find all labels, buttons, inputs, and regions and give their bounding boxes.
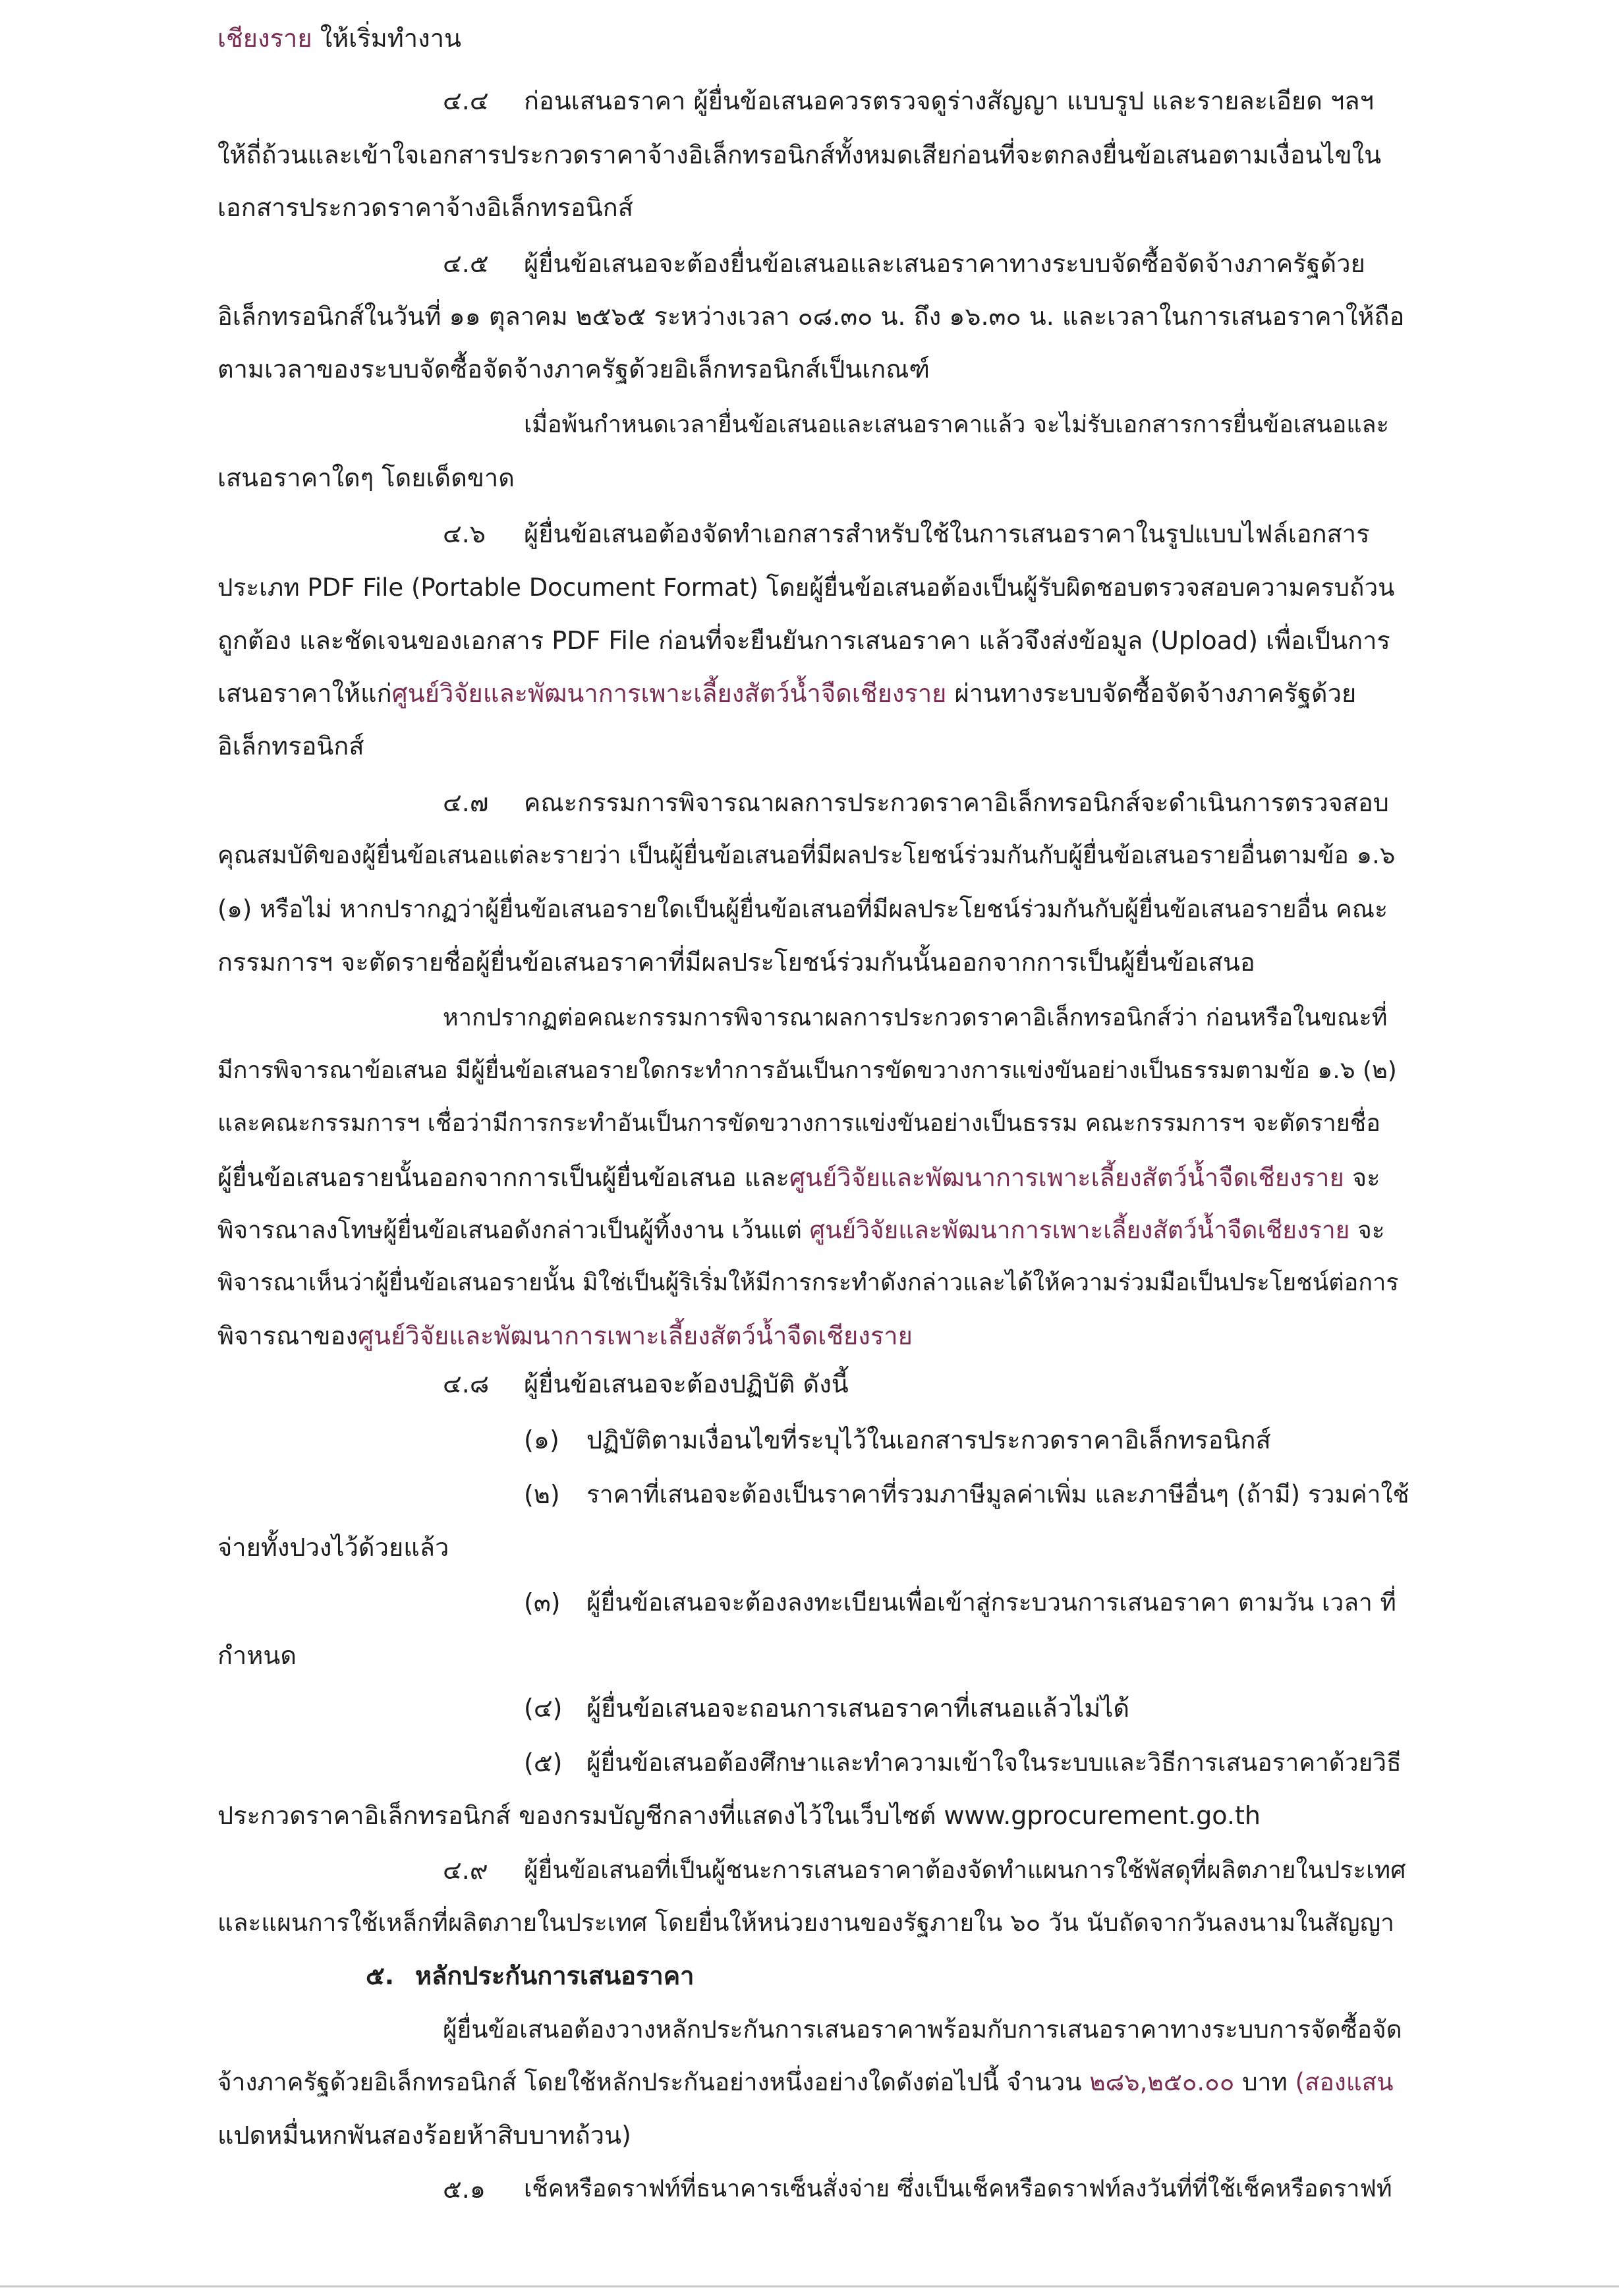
clause-4-7-line-4: กรรมการฯ จะตัดรายชื่อผู้ยื่นข้อเสนอราคาที่มีผลประโยชน์ร่วมกันนั้นออกจากการเป็นผู้ยื่นข้อเสนอ [217,948,1255,977]
clause-4-6-line-5: อิเล็กทรอนิกส์ [217,732,364,761]
section-5-line-3: แปดหมื่นหกพันสองร้อยห้าสิบบาทถ้วน) [217,2121,631,2150]
clause-4-6-line-3: ถูกต้อง และชัดเจนของเอกสาร PDF File ก่อนที่จะยืนยันการเสนอราคา แล้วจึงส่งข้อมูล (Upload) เพื่อเป็นการ [217,626,1390,655]
clause-4-7-line-1: คณะกรรมการพิจารณาผลการประกวดราคาอิเล็กทรอนิกส์จะดำเนินการตรวจสอบ [524,788,1389,817]
highlight-text: ศูนย์วิจัยและพัฒนาการเพาะเลี้ยงสัตว์น้ำจืดเชียงราย [358,1321,913,1350]
item-5-text: ผู้ยื่นข้อเสนอต้องศึกษาและทำความเข้าใจในระบบและวิธีการเสนอราคาด้วยวิธี [586,1748,1402,1777]
page-bottom-rule [0,2285,1619,2287]
section-5-line-1: ผู้ยื่นข้อเสนอต้องวางหลักประกันการเสนอราคาพร้อมกับการเสนอราคาทางระบบการจัดซื้อจัด [443,2015,1402,2044]
clause-4-9-line-2: และแผนการใช้เหล็กที่ผลิตภายในประเทศ โดยยื่นให้หน่วยงานของรัฐภายใน ๖๐ วัน นับถัดจากวันลงนามในสัญญา [217,1909,1394,1937]
clause-4-5-line-1: ผู้ยื่นข้อเสนอจะต้องยื่นข้อเสนอและเสนอราคาทางระบบจัดซื้อจัดจ้างภาครัฐด้วย [524,249,1365,278]
clause-4-7-line-2: คุณสมบัติของผู้ยื่นข้อเสนอแต่ละรายว่า เป็นผู้ยื่นข้อเสนอที่มีผลประโยชน์ร่วมกันกับผู้ยื่นข้อเสนอรายอื่นตามข้อ ๑.๖ [217,841,1396,869]
amount-value: ๒๘๖,๒๕๐.๐๐ [1089,2068,1235,2096]
section-number-5: ๕. [366,1961,395,1990]
clause-5-1-line-1: เช็คหรือดราฟท์ที่ธนาคารเซ็นสั่งจ่าย ซึ่งเป็นเช็คหรือดราฟท์ลงวันที่ที่ใช้เช็คหรือดราฟท์ [524,2175,1392,2202]
clause-4-7-line-6: มีการพิจารณาข้อเสนอ มีผู้ยื่นข้อเสนอรายใดกระทำการอันเป็นการขัดขวางการแข่งขันอย่างเป็นธรรมตามข้อ ๑.๖ (๒) [217,1057,1397,1084]
clause-4-7-line-3: (๑) หรือไม่ หากปรากฏว่าผู้ยื่นข้อเสนอรายใดเป็นผู้ยื่นข้อเสนอที่มีผลประโยชน์ร่วมกันกับผู้ยื่นข้อเสนอรายอื่น คณะ [217,895,1388,923]
body-text: ให้เริ่มทำงาน [312,24,462,53]
body-text: จะ [1349,1216,1385,1244]
highlight-text: (สองแสน [1295,2068,1394,2096]
clause-number-4-9: ๔.๙ [443,1856,488,1885]
clause-4-7-line-9 [217,1211,1385,1250]
clause-4-7-line-8 [217,1158,1380,1197]
body-text: เสนอราคาให้แก่ [217,679,392,708]
clause-4-5-line-4: เมื่อพ้นกำหนดเวลายื่นข้อเสนอและเสนอราคาแล้ว จะไม่รับเอกสารการยื่นข้อเสนอและ [524,411,1389,438]
clause-number-5-1: ๕.๑ [443,2175,486,2204]
section-5-heading: หลักประกันการเสนอราคา [415,1961,695,1990]
body-text: พิจารณาของ [217,1321,358,1350]
item-2-text: ราคาที่เสนอจะต้องเป็นราคาที่รวมภาษีมูลค่าเพิ่ม และภาษีอื่นๆ (ถ้ามี) รวมค่าใช้ [586,1480,1409,1508]
clause-4-6-line-1: ผู้ยื่นข้อเสนอต้องจัดทำเอกสารสำหรับใช้ในการเสนอราคาในรูปแบบไฟล์เอกสาร [524,519,1370,548]
body-text: บาท [1234,2068,1295,2096]
clause-4-5-line-2: อิเล็กทรอนิกส์ในวันที่ ๑๑ ตุลาคม ๒๕๖๕ ระหว่างเวลา ๐๘.๓๐ น. ถึง ๑๖.๓๐ น. และเวลาในการเสนอราคาให้ถือ [217,302,1405,331]
item-number-4: (๔) [524,1694,563,1723]
intro-line [217,18,461,58]
body-text: จะ [1344,1163,1380,1192]
item-number-5: (๕) [524,1748,563,1777]
clause-number-4-6: ๔.๖ [443,519,486,548]
body-text: พิจารณาลงโทษผู้ยื่นข้อเสนอดังกล่าวเป็นผู้ทิ้งงาน เว้นแต่ [217,1216,810,1244]
clause-4-7-line-7: และคณะกรรมการฯ เชื่อว่ามีการกระทำอันเป็นการขัดขวางการแข่งขันอย่างเป็นธรรม คณะกรรมการฯ จะตัดรายชื่อ [217,1110,1380,1137]
body-text: ผู้ยื่นข้อเสนอรายนั้นออกจากการเป็นผู้ยื่นข้อเสนอ และ [217,1163,789,1192]
item-number-3: (๓) [524,1588,561,1617]
clause-number-4-7: ๔.๗ [443,788,489,817]
highlight-text: ศูนย์วิจัยและพัฒนาการเพาะเลี้ยงสัตว์น้ำจืดเชียงราย [809,1216,1350,1244]
clause-4-5-line-3: ตามเวลาของระบบจัดซื้อจัดจ้างภาครัฐด้วยอิเล็กทรอนิกส์เป็นเกณฑ์ [217,355,930,384]
clause-4-5-line-5: เสนอราคาใดๆ โดยเด็ดขาด [217,463,515,492]
item-1-text: ปฏิบัติตามเงื่อนไขที่ระบุไว้ในเอกสารประกวดราคาอิเล็กทรอนิกส์ [586,1425,1271,1454]
highlight-text: เชียงราย [217,24,312,53]
clause-4-4-line-3: เอกสารประกวดราคาจ้างอิเล็กทรอนิกส์ [217,193,633,222]
clause-4-8-line-1: ผู้ยื่นข้อเสนอจะต้องปฏิบัติ ดังนี้ [524,1369,849,1398]
highlight-text: ศูนย์วิจัยและพัฒนาการเพาะเลี้ยงสัตว์น้ำจืดเชียงราย [391,679,947,708]
clause-4-7-line-10: พิจารณาเห็นว่าผู้ยื่นข้อเสนอรายนั้น มิใช่เป็นผู้ริเริ่มให้มีการกระทำดังกล่าวและได้ให้ความร่วมมือเป็นประโยชน์ต่อการ [217,1269,1399,1296]
clause-4-4-line-1: ก่อนเสนอราคา ผู้ยื่นข้อเสนอควรตรวจดูร่างสัญญา แบบรูป และรายละเอียด ฯลฯ [524,86,1374,115]
clause-4-6-line-2: ประเภท PDF File (Portable Document Format) โดยผู้ยื่นข้อเสนอต้องเป็นผู้รับผิดชอบตรวจสอบความครบถ้วน [217,573,1395,602]
clause-number-4-5: ๔.๕ [443,249,489,278]
item-3-text: ผู้ยื่นข้อเสนอจะต้องลงทะเบียนเพื่อเข้าสู่กระบวนการเสนอราคา ตามวัน เวลา ที่ [586,1588,1396,1617]
clause-4-4-line-2: ให้ถี่ถ้วนและเข้าใจเอกสารประกวดราคาจ้างอิเล็กทรอนิกส์ทั้งหมดเสียก่อนที่จะตกลงยื่นข้อเสนอตามเงื่อนไขใน [217,140,1382,169]
clause-4-9-line-1: ผู้ยื่นข้อเสนอที่เป็นผู้ชนะการเสนอราคาต้องจัดทำแผนการใช้พัสดุที่ผลิตภายในประเทศ [524,1856,1406,1884]
item-5-text-continued: ประกวดราคาอิเล็กทรอนิกส์ ของกรมบัญชีกลางที่แสดงไว้ในเว็บไซต์ www.gprocurement.go.th [217,1801,1261,1830]
clause-4-7-line-11 [217,1316,913,1356]
clause-4-7-line-5: หากปรากฏต่อคณะกรรมการพิจารณาผลการประกวดราคาอิเล็กทรอนิกส์ว่า ก่อนหรือในขณะที่ [443,1004,1388,1031]
highlight-text: ศูนย์วิจัยและพัฒนาการเพาะเลี้ยงสัตว์น้ำจืดเชียงราย [789,1163,1344,1192]
item-number-2: (๒) [524,1480,560,1509]
item-2-text-continued: จ่ายทั้งปวงไว้ด้วยแล้ว [217,1533,449,1562]
clause-number-4-4: ๔.๔ [443,86,489,115]
item-4-text: ผู้ยื่นข้อเสนอจะถอนการเสนอราคาที่เสนอแล้วไม่ได้ [586,1694,1130,1723]
item-number-1: (๑) [524,1425,559,1454]
body-text: ผ่านทางระบบจัดซื้อจัดจ้างภาครัฐด้วย [946,679,1357,708]
section-5-line-2 [217,2063,1394,2102]
clause-4-6-line-4 [217,674,1356,713]
body-text: จ้างภาครัฐด้วยอิเล็กทรอนิกส์ โดยใช้หลักประกันอย่างหนึ่งอย่างใดดังต่อไปนี้ จำนวน [217,2068,1090,2096]
item-3-text-continued: กำหนด [217,1641,297,1670]
clause-number-4-8: ๔.๘ [443,1369,490,1398]
